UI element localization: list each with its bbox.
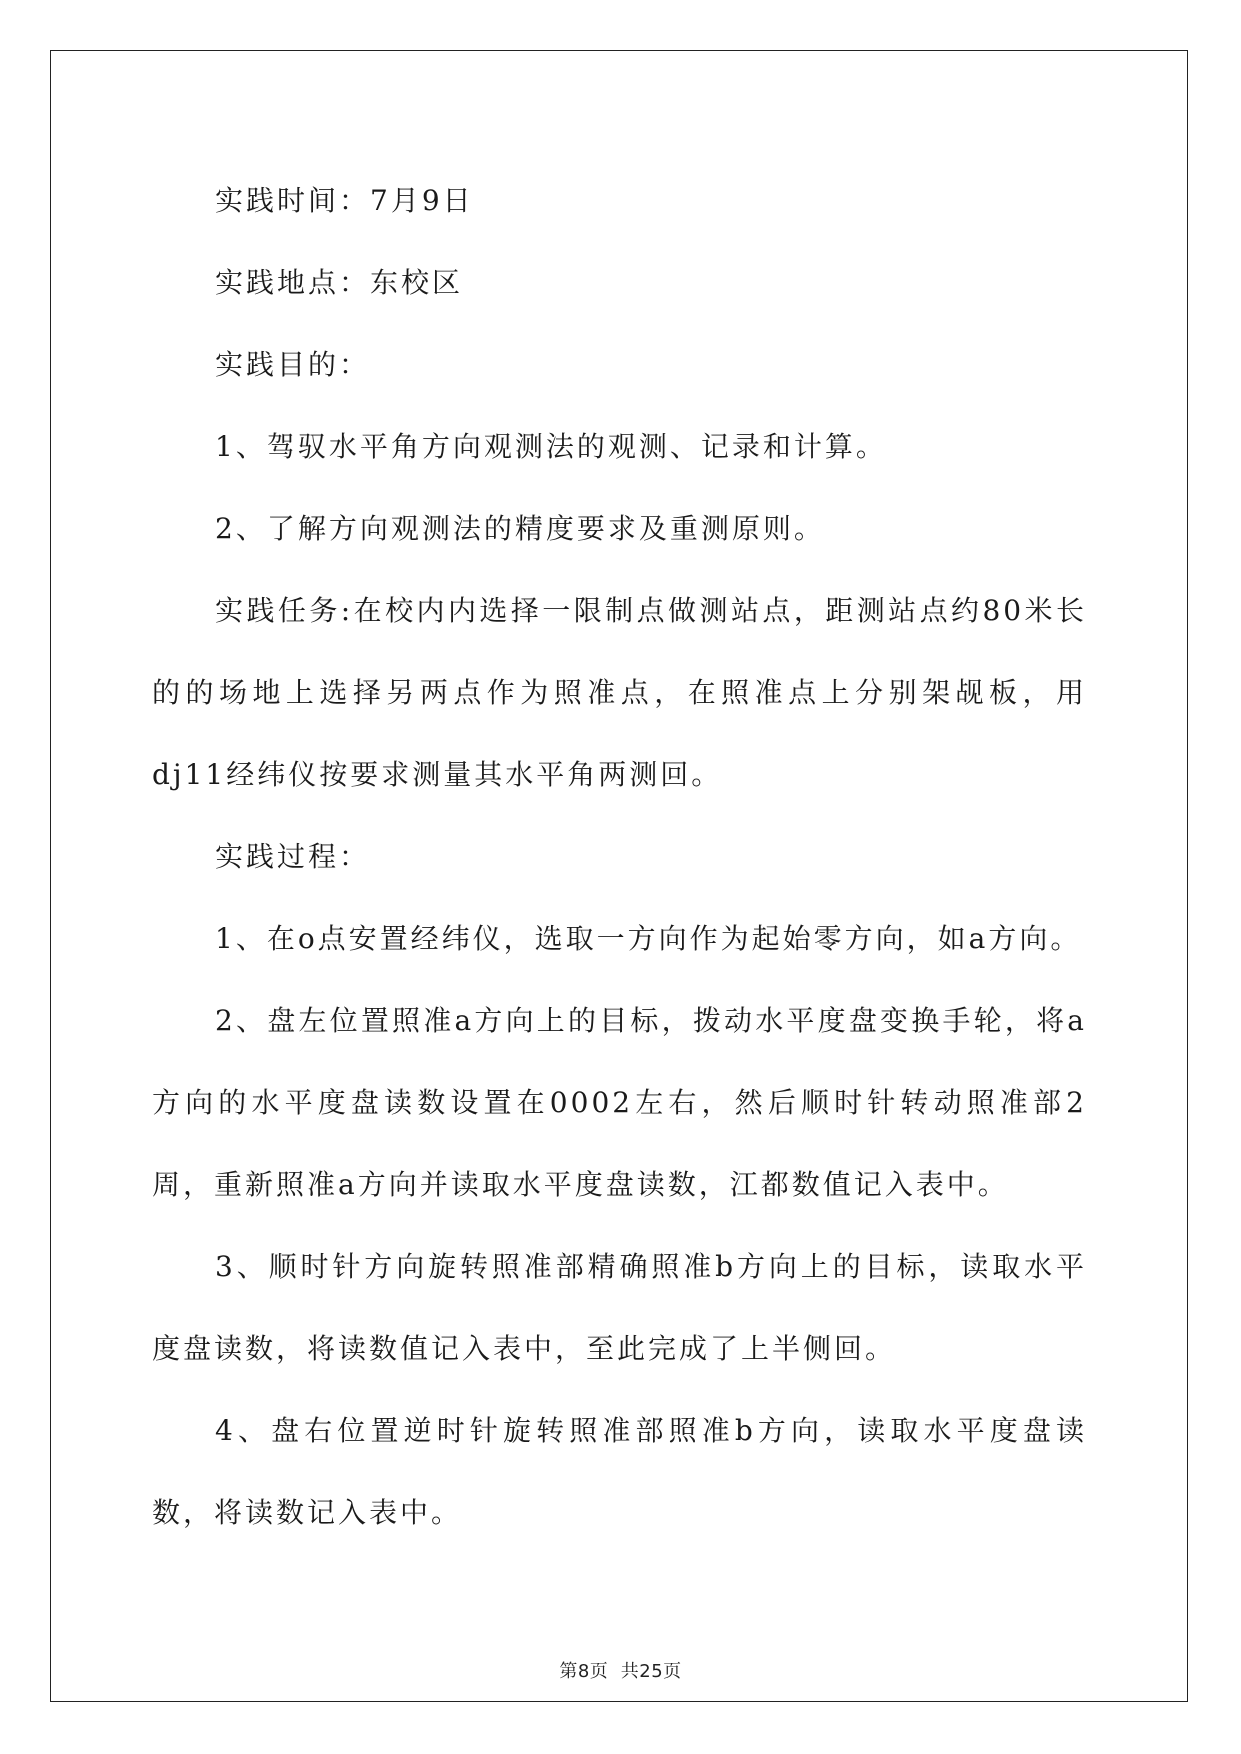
page-footer xyxy=(0,1657,1241,1683)
paragraph-practice-time: 实践时间：7月9日 xyxy=(215,184,474,217)
paragraph-process-step-3: 3、顺时针方向旋转照准部精确照准b方向上的目标，读取水平度盘读数，将读数值记入表中，至此完成了上半侧回。 xyxy=(152,1250,1087,1365)
paragraph-process-step-2: 2、盘左位置照准a方向上的目标，拨动水平度盘变换手轮，将a方向的水平度盘读数设置在0002左右，然后顺时针转动照准部2周，重新照准a方向并读取水平度盘读数，江都数值记入表中。 xyxy=(152,1004,1087,1201)
paragraph-process-step-1: 1、在o点安置经纬仪，选取一方向作为起始零方向，如a方向。 xyxy=(215,922,1082,955)
paragraph-practice-process-heading: 实践过程： xyxy=(215,840,371,873)
document-body xyxy=(152,160,1087,1554)
paragraph-purpose-1: 1、驾驭水平角方向观测法的观测、记录和计算。 xyxy=(215,430,887,463)
paragraph-process-step-4: 4、盘右位置逆时针旋转照准部照准b方向，读取水平度盘读数，将读数记入表中。 xyxy=(152,1414,1087,1529)
paragraph-practice-location: 实践地点：东校区 xyxy=(215,266,464,299)
paragraph-purpose-2: 2、了解方向观测法的精度要求及重测原则。 xyxy=(215,512,825,545)
paragraph-practice-task: 实践任务:在校内内选择一限制点做测站点，距测站点约80米长的的场地上选择另两点作为照准点，在照准点上分别架觇板，用dj11经纬仪按要求测量其水平角两测回。 xyxy=(152,594,1087,791)
paragraph-practice-purpose-heading: 实践目的： xyxy=(215,348,371,381)
page-number-label: 第8页 共25页 xyxy=(559,1661,682,1682)
